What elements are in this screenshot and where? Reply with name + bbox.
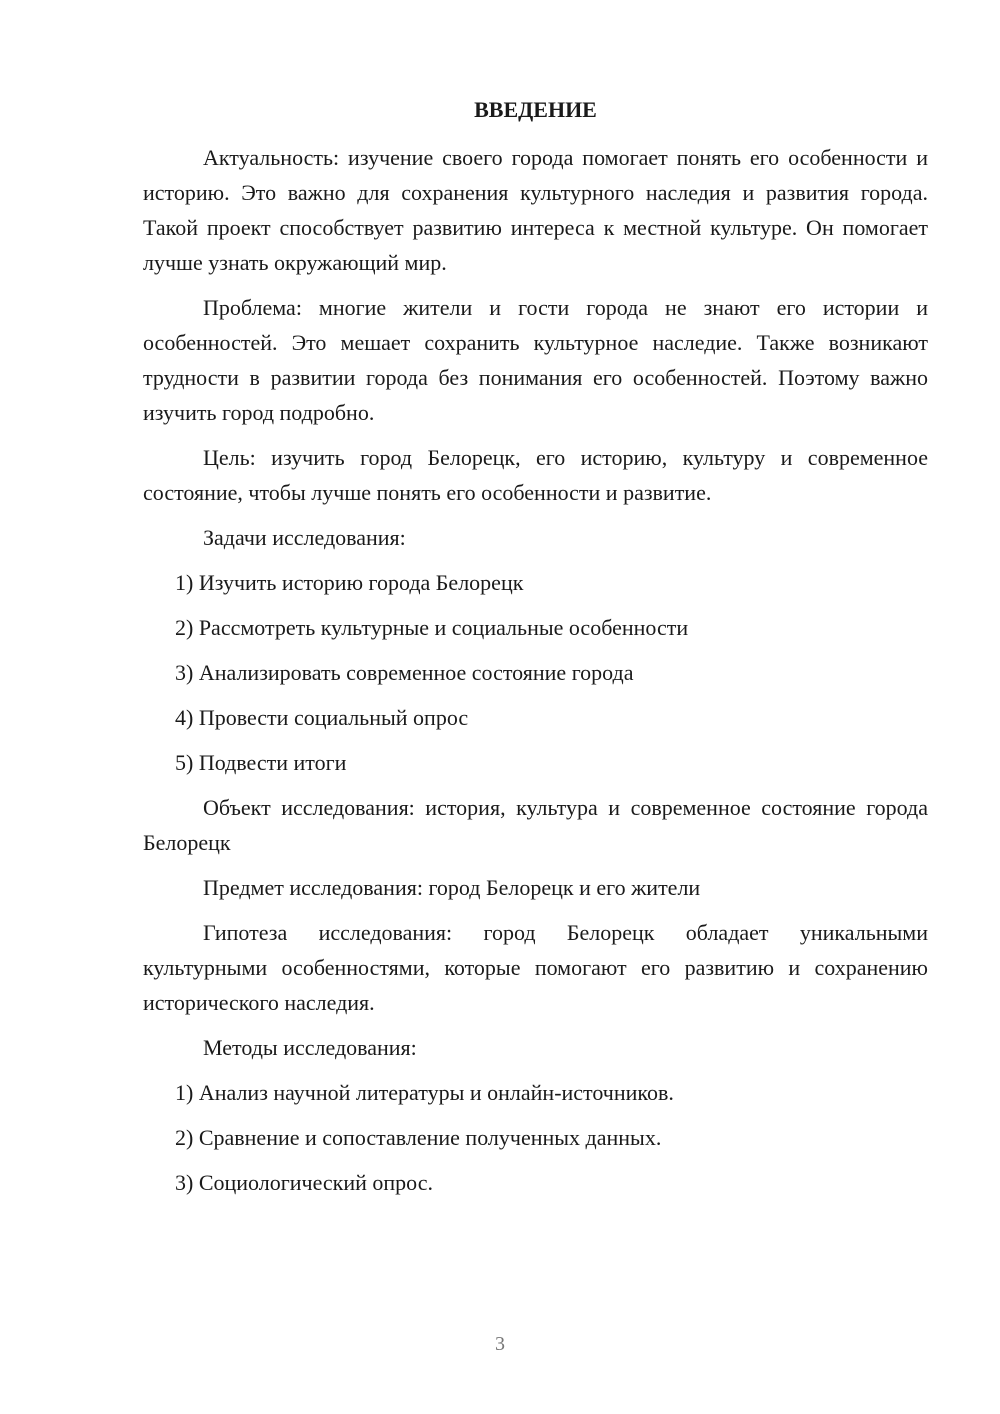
list-item: 2) Сравнение и сопоставление полученных данных. xyxy=(175,1125,662,1150)
problem-paragraph: Проблема: многие жители и гости города не знают его истории и особенностей. Это мешает сохранить культурное наследие. Также возникают трудности в развитии города без понимания его особенностей. Поэтому важно изучить город подробно. xyxy=(143,295,928,425)
list-item: 3) Анализировать современное состояние города xyxy=(175,660,634,685)
methods-list xyxy=(143,1075,928,1200)
object-paragraph: Объект исследования: история, культура и современное состояние города Белорецк xyxy=(143,795,928,855)
page-content xyxy=(143,95,928,1210)
list-item: 2) Рассмотреть культурные и социальные особенности xyxy=(175,615,689,640)
hypothesis-paragraph: Гипотеза исследования: город Белорецк обладает уникальными культурными особенностями, которые помогают его развитию и сохранению исторического наследия. xyxy=(143,920,928,1015)
goal-paragraph: Цель: изучить город Белорецк, его историю, культуру и современное состояние, чтобы лучше понять его особенности и развитие. xyxy=(143,445,928,505)
tasks-heading: Задачи исследования: xyxy=(203,525,406,550)
methods-heading: Методы исследования: xyxy=(203,1035,417,1060)
list-item: 3) Социологический опрос. xyxy=(175,1170,433,1195)
list-item: 5) Подвести итоги xyxy=(175,750,347,775)
list-item: 1) Изучить историю города Белорецк xyxy=(175,570,524,595)
list-item: 4) Провести социальный опрос xyxy=(175,705,469,730)
tasks-list xyxy=(143,565,928,780)
list-item: 1) Анализ научной литературы и онлайн-источников. xyxy=(175,1080,674,1105)
subject-paragraph: Предмет исследования: город Белорецк и его жители xyxy=(203,875,701,900)
relevance-paragraph: Актуальность: изучение своего города помогает понять его особенности и историю. Это важно для сохранения культурного наследия и развития города. Такой проект способствует развитию интереса к местной культуре. Он помогает лучше узнать окружающий мир. xyxy=(143,145,928,275)
page-title: ВВЕДЕНИЕ xyxy=(474,97,597,122)
page-number: 3 xyxy=(495,1333,505,1355)
